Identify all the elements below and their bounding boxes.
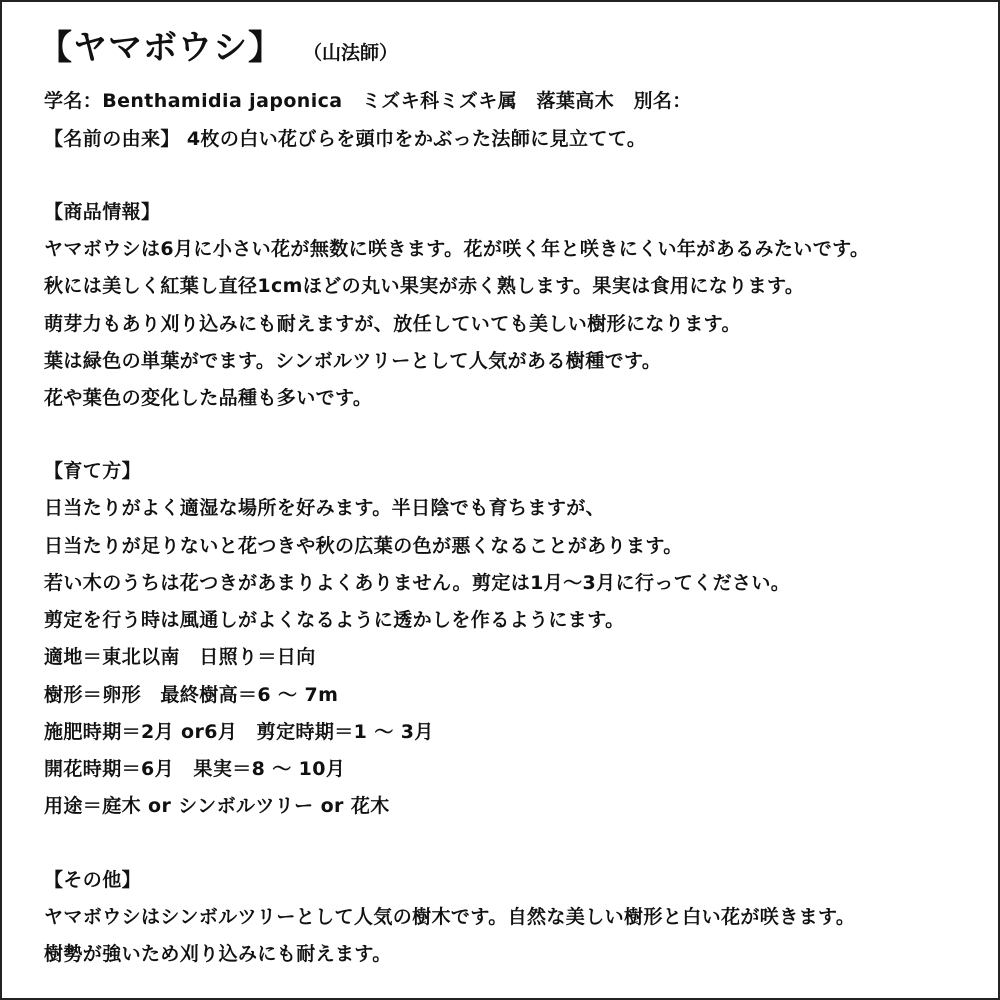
other-heading: 【その他】	[44, 869, 142, 891]
scientific-name-line: 学名：Benthamidia japonica ミズキ科ミズキ属 落葉高木 別名：	[44, 90, 692, 112]
other-line: ヤマボウシはシンボルツリーとして人気の樹木です。自然な美しい樹形と白い花が咲きます。	[44, 906, 856, 928]
care-line: 用途＝庭木 or シンボルツリー or 花木	[44, 795, 390, 817]
care-heading: 【育て方】	[44, 460, 142, 482]
care-line: 日当たりが足りないと花つきや秋の広葉の色が悪くなることがあります。	[44, 535, 683, 557]
title-row	[38, 20, 398, 70]
care-line: 剪定を行う時は風通しがよくなるように透かしを作るようにます。	[44, 609, 625, 631]
product-info-line: ヤマボウシは6月に小さい花が無数に咲きます。花が咲く年と咲きにくい年があるみたいです。	[44, 238, 870, 260]
product-info-line: 秋には美しく紅葉し直径1cmほどの丸い果実が赤く熟します。果実は食用になります。	[44, 275, 805, 297]
product-info-line: 葉は緑色の単葉がでます。シンボルツリーとして人気がある樹種です。	[44, 350, 662, 372]
name-origin-line: 【名前の由来】 4枚の白い花びらを頭巾をかぶった法師に見立てて。	[44, 128, 647, 150]
care-line: 樹形＝卵形 最終樹高＝6 ～ 7m	[44, 684, 339, 706]
care-line: 施肥時期＝2月 or6月 剪定時期＝1 ～ 3月	[44, 721, 434, 743]
page-subtitle: （山法師）	[303, 42, 399, 64]
care-line: 日当たりがよく適湿な場所を好みます。半日陰でも育ちますが、	[44, 497, 606, 519]
care-line: 若い木のうちは花つきがあまりよくありません。剪定は1月～3月に行ってください。	[44, 572, 791, 594]
care-line: 適地＝東北以南 日照り＝日向	[44, 646, 316, 668]
other-line: 樹勢が強いため刈り込みにも耐えます。	[44, 943, 392, 965]
product-info-line: 萌芽力もあり刈り込みにも耐えますが、放任していても美しい樹形になります。	[44, 313, 741, 335]
care-line: 開花時期＝6月 果実＝8 ～ 10月	[44, 758, 346, 780]
product-info-heading: 【商品情報】	[44, 201, 161, 223]
product-info-line: 花や葉色の変化した品種も多いです。	[44, 387, 373, 409]
page-title: 【ヤマボウシ】	[38, 28, 283, 68]
